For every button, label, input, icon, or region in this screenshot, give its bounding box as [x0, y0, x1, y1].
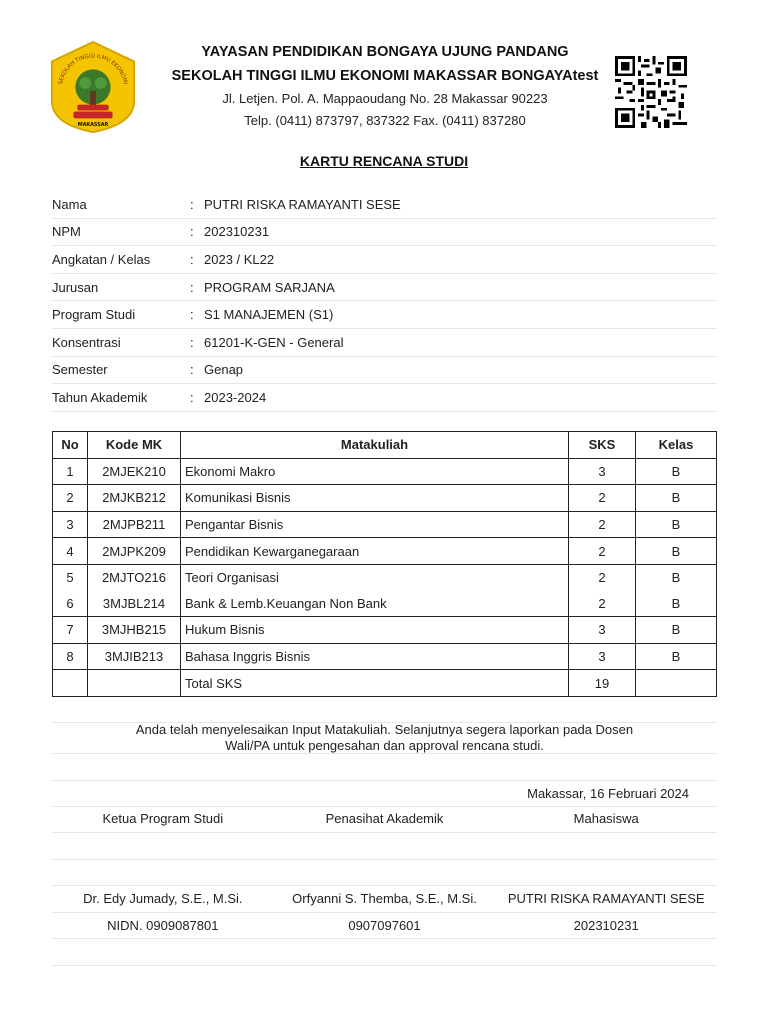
col-header-kode: Kode MK: [88, 432, 181, 459]
cell-matakuliah: Komunikasi Bisnis: [181, 485, 569, 512]
cell-sks: 3: [569, 643, 636, 670]
info-row-jurusan: [52, 274, 717, 302]
cell-kelas: B: [636, 591, 717, 617]
cell-kelas: B: [636, 538, 717, 565]
info-label: NPM: [52, 224, 81, 240]
divider: [52, 859, 717, 860]
role-mahasiswa: Mahasiswa: [573, 811, 639, 826]
col-header-no: No: [53, 432, 88, 459]
cell-kelas: B: [636, 643, 717, 670]
cell-matakuliah: Hukum Bisnis: [181, 617, 569, 644]
cell-empty: [88, 670, 181, 697]
signature-ids: [52, 918, 717, 933]
table-row: [53, 511, 717, 538]
document-header: [0, 0, 768, 150]
table-row: [53, 485, 717, 512]
cell-sks: 2: [569, 564, 636, 590]
info-value: 202310231: [204, 224, 270, 240]
course-table: [52, 431, 717, 697]
table-header-row: [53, 432, 717, 459]
divider: [52, 780, 717, 781]
completion-note: [52, 722, 717, 754]
info-row-npm: [52, 219, 717, 247]
cell-matakuliah: Bank & Lemb.Keuangan Non Bank: [181, 591, 569, 617]
cell-kode: 2MJTO216: [88, 564, 181, 590]
info-label: Program Studi: [52, 307, 136, 323]
cell-matakuliah: Teori Organisasi: [181, 564, 569, 590]
college-address: Jl. Letjen. Pol. A. Mappaoudang No. 28 Makassar 90223: [222, 91, 548, 106]
divider: [52, 806, 717, 807]
id-penasihat: 0907097601: [348, 918, 421, 933]
id-mahasiswa: 202310231: [573, 918, 639, 933]
total-row: [53, 670, 717, 697]
info-label: Konsentrasi: [52, 334, 121, 350]
total-sks-label: Total SKS: [181, 670, 569, 697]
cell-kode: 2MJPB211: [88, 511, 181, 538]
cell-no: 1: [53, 458, 88, 485]
college-logo: [44, 40, 142, 134]
note-line-1: Anda telah menyelesaikan Input Matakuliah. Selanjutnya segera laporkan pada Dosen: [135, 722, 634, 737]
info-value: PUTRI RISKA RAMAYANTI SESE: [204, 196, 401, 212]
cell-kode: 3MJHB215: [88, 617, 181, 644]
info-colon: :: [190, 307, 194, 323]
college-name: SEKOLAH TINGGI ILMU EKONOMI MAKASSAR BONGAYAtest: [171, 68, 599, 84]
info-colon: :: [190, 224, 194, 240]
col-header-sks: SKS: [569, 432, 636, 459]
cell-sks: 2: [569, 511, 636, 538]
cell-sks: 2: [569, 591, 636, 617]
cell-kelas: B: [636, 458, 717, 485]
divider: [52, 912, 717, 913]
cell-kelas: B: [636, 617, 717, 644]
info-value: 2023-2024: [204, 389, 267, 405]
table-row: [53, 564, 717, 590]
info-label: Semester: [52, 362, 108, 378]
info-colon: :: [190, 334, 194, 350]
name-mahasiswa: PUTRI RISKA RAMAYANTI SESE: [507, 891, 705, 906]
info-row-program-studi: [52, 301, 717, 329]
cell-sks: 2: [569, 538, 636, 565]
total-sks-value: 19: [569, 670, 636, 697]
cell-no: 7: [53, 617, 88, 644]
cell-kelas: B: [636, 564, 717, 590]
cell-kode: 2MJPK209: [88, 538, 181, 565]
cell-no: 8: [53, 643, 88, 670]
note-line-2: Wali/PA untuk pengesahan dan approval rencana studi.: [225, 738, 544, 753]
cell-kode: 2MJEK210: [88, 458, 181, 485]
table-row: [53, 538, 717, 565]
cell-kode: 3MJIB213: [88, 643, 181, 670]
cell-kode: 3MJBL214: [88, 591, 181, 617]
role-penasihat: Penasihat Akademik: [325, 811, 444, 826]
col-header-kelas: Kelas: [636, 432, 717, 459]
cell-kode: 2MJKB212: [88, 485, 181, 512]
info-value: 61201-K-GEN - General: [204, 334, 344, 350]
cell-sks: 2: [569, 485, 636, 512]
cell-matakuliah: Pengantar Bisnis: [181, 511, 569, 538]
place-date: Makassar, 16 Februari 2024: [527, 786, 689, 801]
cell-no: 5: [53, 564, 88, 590]
qr-code: [614, 56, 688, 128]
info-label: Tahun Akademik: [52, 389, 148, 405]
table-row: [53, 591, 717, 617]
cell-matakuliah: Pendidikan Kewarganegaraan: [181, 538, 569, 565]
col-header-matakuliah: Matakuliah: [181, 432, 569, 459]
signature-names: [52, 891, 717, 906]
student-info: [52, 191, 717, 412]
info-value: Genap: [204, 362, 244, 378]
info-colon: :: [190, 389, 194, 405]
cell-no: 4: [53, 538, 88, 565]
id-kaprodi: NIDN. 0909087801: [107, 918, 219, 933]
info-row-tahun-akademik: [52, 384, 717, 412]
info-label: Jurusan: [52, 279, 99, 295]
table-row: [53, 617, 717, 644]
info-value: PROGRAM SARJANA: [204, 279, 335, 295]
divider: [52, 938, 717, 939]
info-colon: :: [190, 251, 194, 267]
info-row-nama: [52, 191, 717, 219]
cell-matakuliah: Ekonomi Makro: [181, 458, 569, 485]
page-title: KARTU RENCANA STUDI: [299, 153, 469, 169]
cell-matakuliah: Bahasa Inggris Bisnis: [181, 643, 569, 670]
info-colon: :: [190, 196, 194, 212]
cell-empty: [636, 670, 717, 697]
cell-no: 6: [53, 591, 88, 617]
info-row-semester: [52, 357, 717, 385]
cell-empty: [53, 670, 88, 697]
divider: [52, 885, 717, 886]
info-colon: :: [190, 279, 194, 295]
info-value: 2023 / KL22: [204, 251, 275, 267]
foundation-name: YAYASAN PENDIDIKAN BONGAYA UJUNG PANDANG: [201, 44, 569, 60]
info-label: Angkatan / Kelas: [52, 251, 151, 267]
divider: [52, 832, 717, 833]
svg-text:SEKOLAH TINGGI ILMU EKONOMI: SEKOLAH TINGGI ILMU EKONOMI: [58, 53, 128, 85]
info-label: Nama: [52, 196, 87, 212]
info-row-konsentrasi: [52, 329, 717, 357]
signature-roles: [52, 811, 717, 826]
divider: [52, 753, 717, 754]
cell-sks: 3: [569, 617, 636, 644]
info-colon: :: [190, 362, 194, 378]
cell-sks: 3: [569, 458, 636, 485]
divider: [52, 965, 717, 966]
name-kaprodi: Dr. Edy Jumady, S.E., M.Si.: [83, 891, 243, 906]
info-row-angkatan: [52, 246, 717, 274]
cell-no: 2: [53, 485, 88, 512]
name-penasihat: Orfyanni S. Themba, S.E., M.Si.: [292, 891, 477, 906]
table-row: [53, 643, 717, 670]
cell-no: 3: [53, 511, 88, 538]
info-value: S1 MANAJEMEN (S1): [204, 307, 334, 323]
cell-kelas: B: [636, 485, 717, 512]
table-row: [53, 458, 717, 485]
role-kaprodi: Ketua Program Studi: [102, 811, 224, 826]
cell-kelas: B: [636, 511, 717, 538]
svg-text:MAKASSAR: MAKASSAR: [77, 122, 109, 129]
college-phone: Telp. (0411) 873797, 837322 Fax. (0411) 837280: [244, 113, 526, 128]
